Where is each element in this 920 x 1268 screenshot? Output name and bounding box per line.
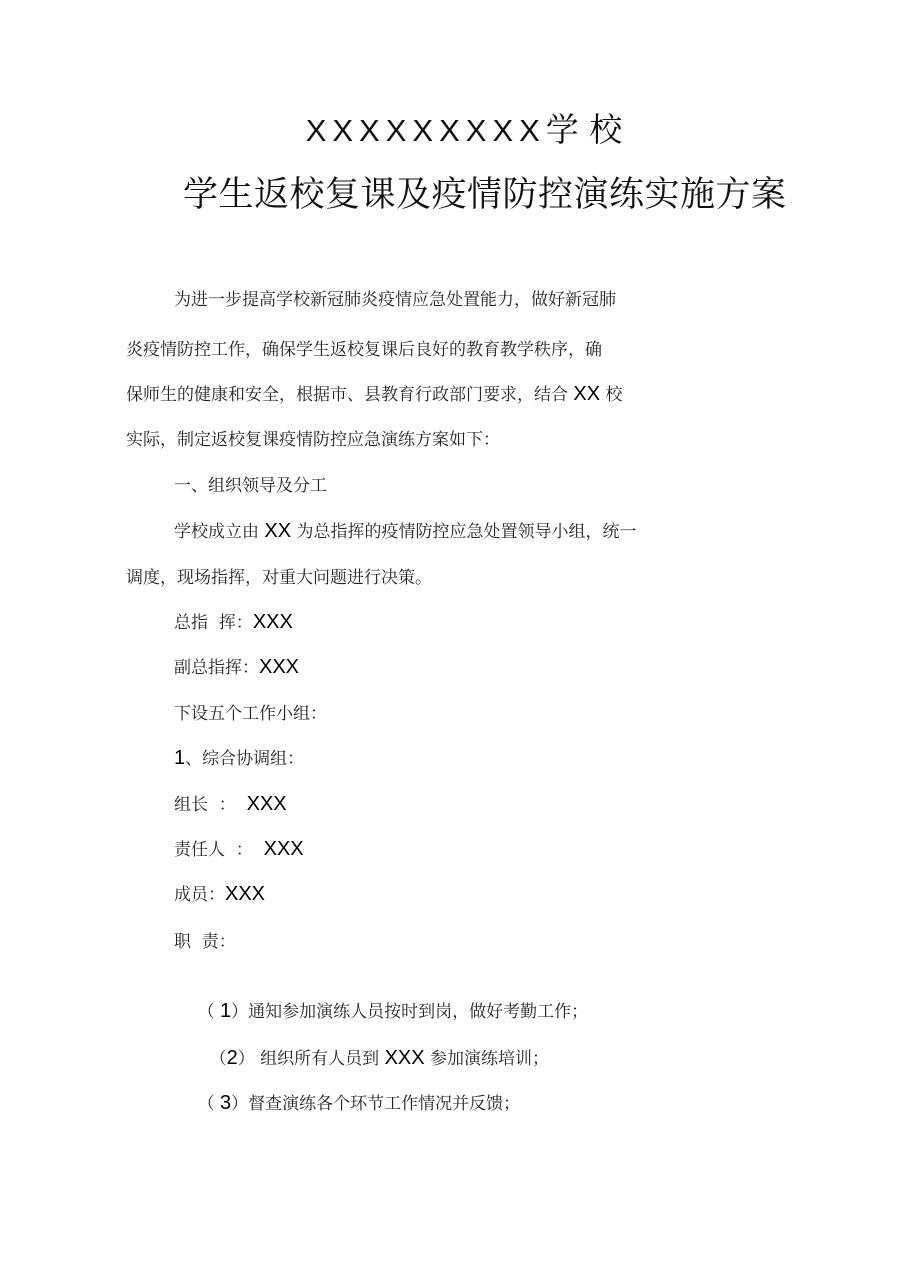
paren-close: ）	[237, 1049, 261, 1069]
deputy-commander-row	[174, 655, 299, 680]
intro-line-3	[126, 382, 623, 407]
school-name-placeholder: XXXXXXXXX	[305, 113, 546, 148]
duty-item-3	[176, 1067, 520, 1140]
intro-line-1: 为进一步提高学校新冠肺炎疫情应急处置能力，做好新冠肺	[174, 290, 616, 310]
group1-title: 、综合协调组：	[185, 749, 305, 769]
paren-open: （	[197, 1094, 221, 1114]
commander-value: XXX	[252, 611, 293, 633]
section-para-post: 为总指挥的疫情防控应急处置领导小组，统一	[291, 522, 637, 542]
commander-placeholder: XX	[264, 520, 292, 542]
intro-line-3-post: 校	[600, 385, 623, 405]
duty-text: 通知参加演练人员按时到岗，做好考勤工作；	[248, 1002, 589, 1022]
deputy-commander-label: 副总指挥：	[174, 658, 259, 678]
intro-line-2: 炎疫情防控工作，确保学生返校复课后良好的教育教学秩序，确	[126, 340, 602, 360]
school-suffix: 学 校	[545, 110, 623, 149]
paren-open: （	[197, 1002, 221, 1022]
group1-responsible-label: 责任人 ：	[174, 840, 264, 860]
group1-heading	[174, 746, 304, 771]
duty-number: 1	[220, 1000, 232, 1022]
group1-leader-row	[174, 792, 287, 817]
group1-leader-label: 组长 ：	[174, 795, 247, 815]
venue-placeholder: XXX	[384, 1047, 425, 1069]
group1-members-row	[174, 882, 265, 907]
group1-number: 1	[174, 747, 186, 769]
paren-close: ）	[231, 1002, 249, 1022]
group1-duties-label: 职 责：	[174, 932, 236, 952]
paren-open: （	[209, 1049, 227, 1069]
duty-text: 督查演练各个环节工作情况并反馈；	[248, 1094, 521, 1114]
duty-number: 2	[226, 1047, 238, 1069]
duty-text-post: 参加演练培训；	[424, 1049, 549, 1069]
deputy-commander-value: XXX	[259, 656, 300, 678]
paren-close: ）	[231, 1094, 249, 1114]
group1-responsible-row	[174, 837, 304, 862]
document-title-main: 学生返校复课及疫情防控演练实施方案	[183, 175, 787, 215]
group1-leader-value: XXX	[246, 793, 287, 815]
intro-line-4: 实际，制定返校复课疫情防控应急演练方案如下：	[126, 430, 500, 450]
commander-label: 总指 挥：	[174, 613, 253, 633]
group1-responsible-value: XXX	[263, 838, 304, 860]
section-heading: 一、组织领导及分工	[174, 476, 327, 496]
group1-members-value: XXX	[225, 883, 266, 905]
intro-line-3-pre: 保师生的健康和安全，根据市、县教育行政部门要求，结合	[126, 385, 574, 405]
section-para-line-2: 调度，现场指挥，对重大问题进行决策。	[126, 568, 432, 588]
document-title-school	[0, 108, 920, 153]
commander-row	[174, 610, 293, 635]
section-para-pre: 学校成立由	[174, 522, 265, 542]
duty-text-pre: 组织所有人员到	[260, 1049, 385, 1069]
school-placeholder: XX	[573, 383, 601, 405]
group1-members-label: 成员：	[174, 885, 225, 905]
section-para-line-1	[174, 519, 637, 544]
duty-number: 3	[220, 1092, 232, 1114]
groups-intro: 下设五个工作小组：	[174, 704, 327, 724]
